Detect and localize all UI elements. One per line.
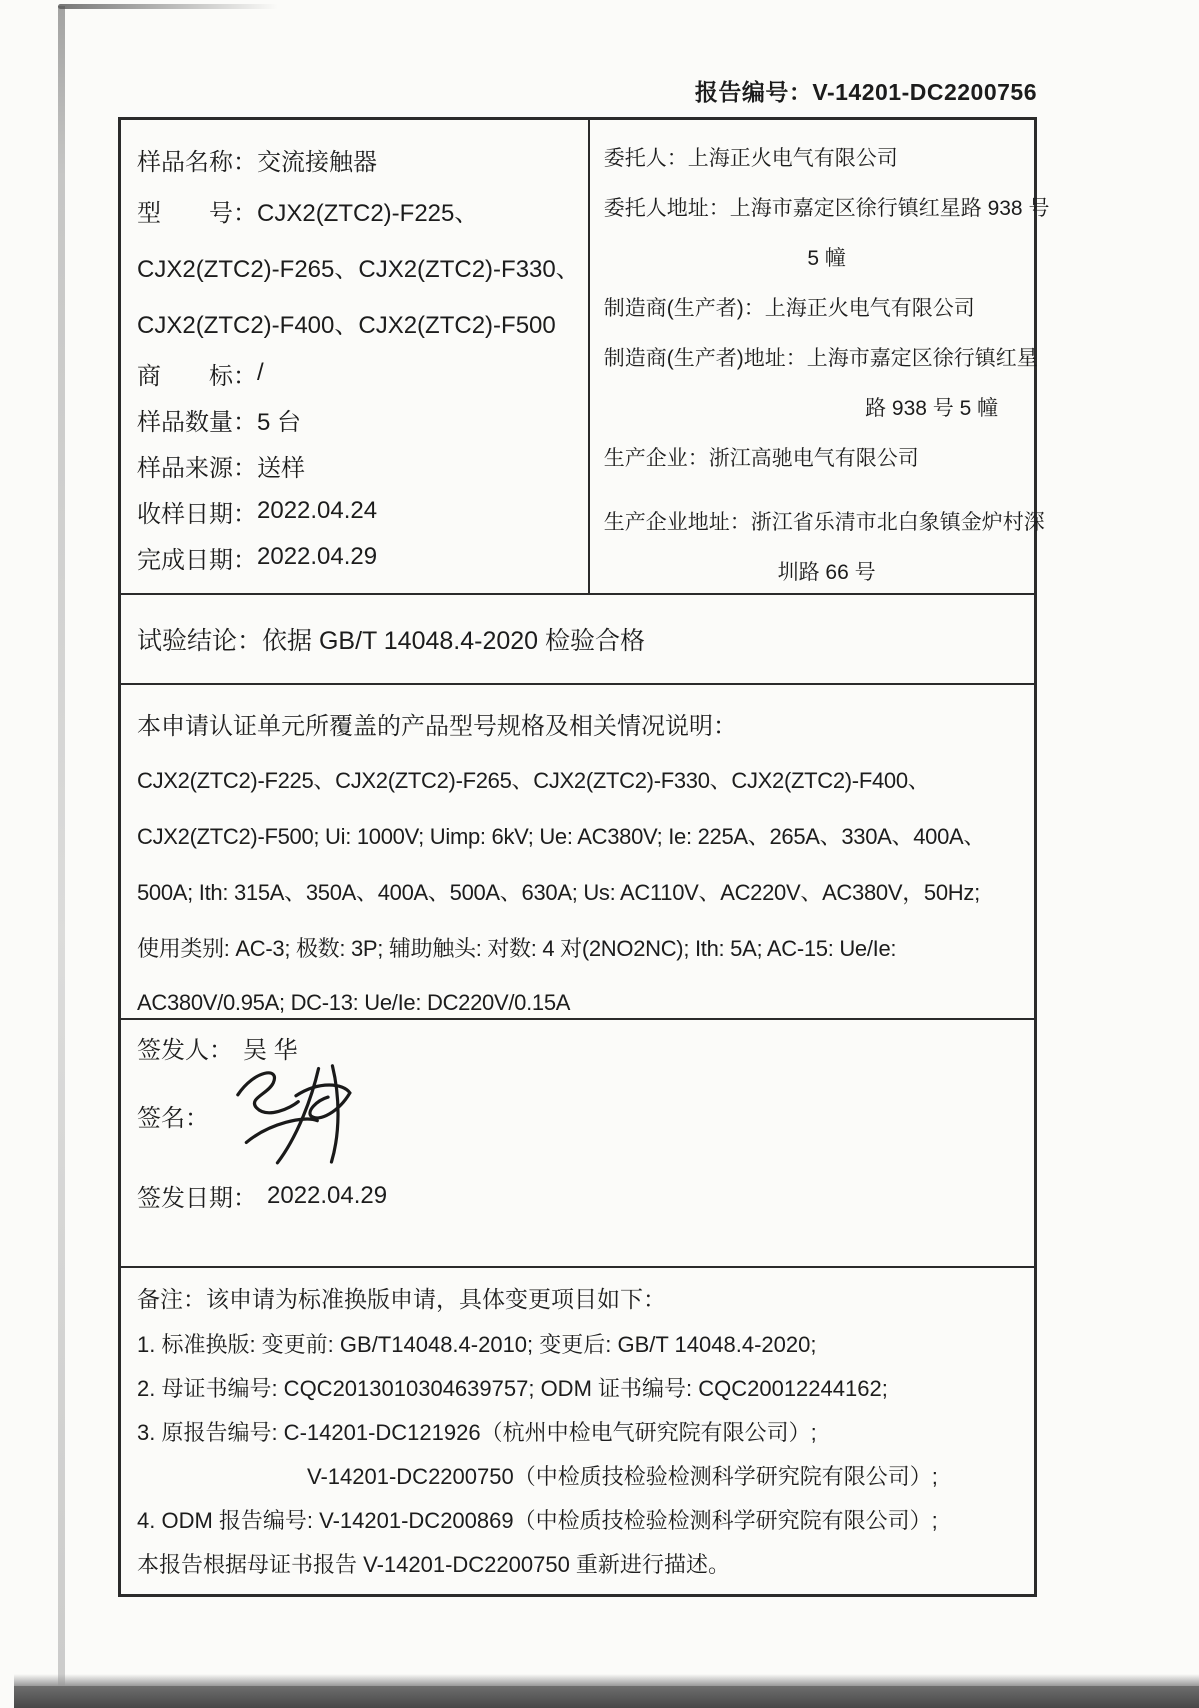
manufacturer-line: 制造商(生产者)：上海正火电气有限公司 bbox=[603, 297, 975, 320]
sample-source-line bbox=[137, 442, 580, 488]
producer-address-line-1: 生产企业地址：浙江省乐清市北白象镇金炉村深 bbox=[603, 511, 1045, 534]
test-conclusion: 试验结论：依据 GB/T 14048.4-2020 检验合格 bbox=[137, 627, 646, 655]
note-footer: 本报告根据母证书报告 V-14201-DC2200750 重新进行描述。 bbox=[137, 1551, 730, 1577]
info-row bbox=[121, 120, 1050, 593]
note-item-4: 4. ODM 报告编号: V-14201-DC200869（中检质技检验检测科学研究院有限公司）; bbox=[137, 1507, 938, 1533]
manufacturer-address-line-1: 制造商(生产者)地址：上海市嘉定区徐行镇红星 bbox=[603, 347, 1038, 370]
sample-source-label: 样品来源： bbox=[137, 454, 257, 482]
model-value-3: CJX2(ZTC2)-F400、CJX2(ZTC2)-F500 bbox=[137, 311, 556, 339]
manufacturer-address-line-2: 路 938 号 5 幢 bbox=[865, 397, 999, 420]
complete-date-value: 2022.04.29 bbox=[257, 543, 378, 570]
receive-date-value: 2022.04.24 bbox=[257, 497, 378, 524]
client-address-line-1: 委托人地址：上海市嘉定区徐行镇红星路 938 号 bbox=[603, 197, 1050, 220]
notes-row bbox=[121, 1266, 1034, 1592]
product-spec-line-4: 使用类别: AC-3; 极数: 3P; 辅助触头: 对数: 4 对(2NO2NC); Ith: 5A; AC-15: Ue/Ie: bbox=[137, 935, 897, 961]
note-item-1: 1. 标准换版: 变更前: GB/T14048.4-2010; 变更后: GB/T 14048.4-2020; bbox=[137, 1331, 817, 1357]
sample-quantity-value: 5 台 bbox=[257, 408, 302, 436]
report-number-value: V-14201-DC2200756 bbox=[812, 79, 1037, 105]
sample-name-value: 交流接触器 bbox=[257, 148, 377, 176]
client-name-line: 委托人：上海正火电气有限公司 bbox=[603, 147, 898, 170]
trademark-line bbox=[137, 350, 580, 396]
trademark-label: 商 标： bbox=[137, 362, 257, 390]
sample-quantity-line bbox=[137, 396, 580, 442]
report-number bbox=[695, 74, 1037, 107]
complete-date-label: 完成日期： bbox=[137, 546, 257, 574]
model-value-2: CJX2(ZTC2)-F265、CJX2(ZTC2)-F330、 bbox=[137, 255, 580, 283]
receive-date-line bbox=[137, 488, 580, 534]
model-line-3 bbox=[137, 294, 580, 350]
note-item-3: 3. 原报告编号: C-14201-DC121926（杭州中检电气研究院有限公司）; bbox=[137, 1419, 817, 1445]
signature-label-line bbox=[137, 1098, 209, 1133]
product-spec-line-3: 500A; Ith: 315A、350A、400A、500A、630A; Us: AC110V、AC220V、AC380V，50Hz; bbox=[137, 879, 980, 905]
model-line-2 bbox=[137, 238, 580, 294]
note-item-3-continued: V-14201-DC2200750（中检质技检验检测科学研究院有限公司）; bbox=[307, 1463, 938, 1489]
product-spec-line-5: AC380V/0.95A; DC-13: Ue/Ie: DC220V/0.15A bbox=[137, 990, 571, 1015]
client-address-line-2: 5 幢 bbox=[807, 247, 846, 270]
signature-label: 签名： bbox=[137, 1105, 209, 1132]
producer-line: 生产企业：浙江高驰电气有限公司 bbox=[603, 447, 919, 470]
signature-handwriting bbox=[214, 1052, 370, 1180]
scan-shadow-bottom-fade bbox=[14, 1674, 1199, 1686]
scan-edge-left bbox=[58, 6, 65, 1690]
model-line-1 bbox=[137, 182, 580, 238]
sample-name-label: 样品名称： bbox=[137, 148, 257, 176]
issuer-name: 吴 华 bbox=[243, 1037, 298, 1064]
sample-quantity-label: 样品数量： bbox=[137, 408, 257, 436]
note-item-2: 2. 母证书编号: CQC2013010304639757; ODM 证书编号: CQC20012244162; bbox=[137, 1375, 888, 1401]
sample-source-value: 送样 bbox=[257, 454, 305, 482]
client-info-cell bbox=[590, 120, 1058, 593]
issue-date-label: 签发日期： bbox=[137, 1185, 257, 1212]
complete-date-line bbox=[137, 534, 580, 580]
report-table bbox=[118, 117, 1050, 1597]
sample-name-line bbox=[137, 136, 580, 182]
receive-date-label: 收样日期： bbox=[137, 500, 257, 528]
report-number-label: 报告编号： bbox=[694, 79, 813, 105]
product-spec-line-1: CJX2(ZTC2)-F225、CJX2(ZTC2)-F265、CJX2(ZTC2)-F330、CJX2(ZTC2)-F400、 bbox=[137, 767, 930, 793]
product-spec-line-2: CJX2(ZTC2)-F500; Ui: 1000V; Uimp: 6kV; Ue: AC380V; Ie: 225A、265A、330A、400A、 bbox=[137, 823, 986, 849]
product-coverage-title: 本申请认证单元所覆盖的产品型号规格及相关情况说明： bbox=[137, 712, 737, 740]
signature-row bbox=[121, 1018, 1034, 1266]
producer-address-line-2: 圳路 66 号 bbox=[777, 561, 876, 584]
notes-title: 备注：该申请为标准换版申请，具体变更项目如下： bbox=[137, 1285, 666, 1312]
model-value-1: CJX2(ZTC2)-F225、 bbox=[257, 199, 479, 227]
model-label: 型 号： bbox=[137, 199, 257, 227]
conclusion-row bbox=[121, 593, 1034, 683]
issuer-label: 签发人： bbox=[137, 1037, 233, 1064]
trademark-value: / bbox=[257, 359, 264, 386]
scan-shadow-bottom bbox=[14, 1686, 1199, 1708]
issue-date-value: 2022.04.29 bbox=[267, 1181, 388, 1209]
scan-corner-mark bbox=[58, 4, 278, 9]
product-coverage-row bbox=[121, 683, 1034, 1018]
signature-scribble-icon bbox=[214, 1052, 370, 1175]
issue-date-line bbox=[137, 1178, 387, 1213]
sample-info-cell bbox=[121, 120, 590, 593]
